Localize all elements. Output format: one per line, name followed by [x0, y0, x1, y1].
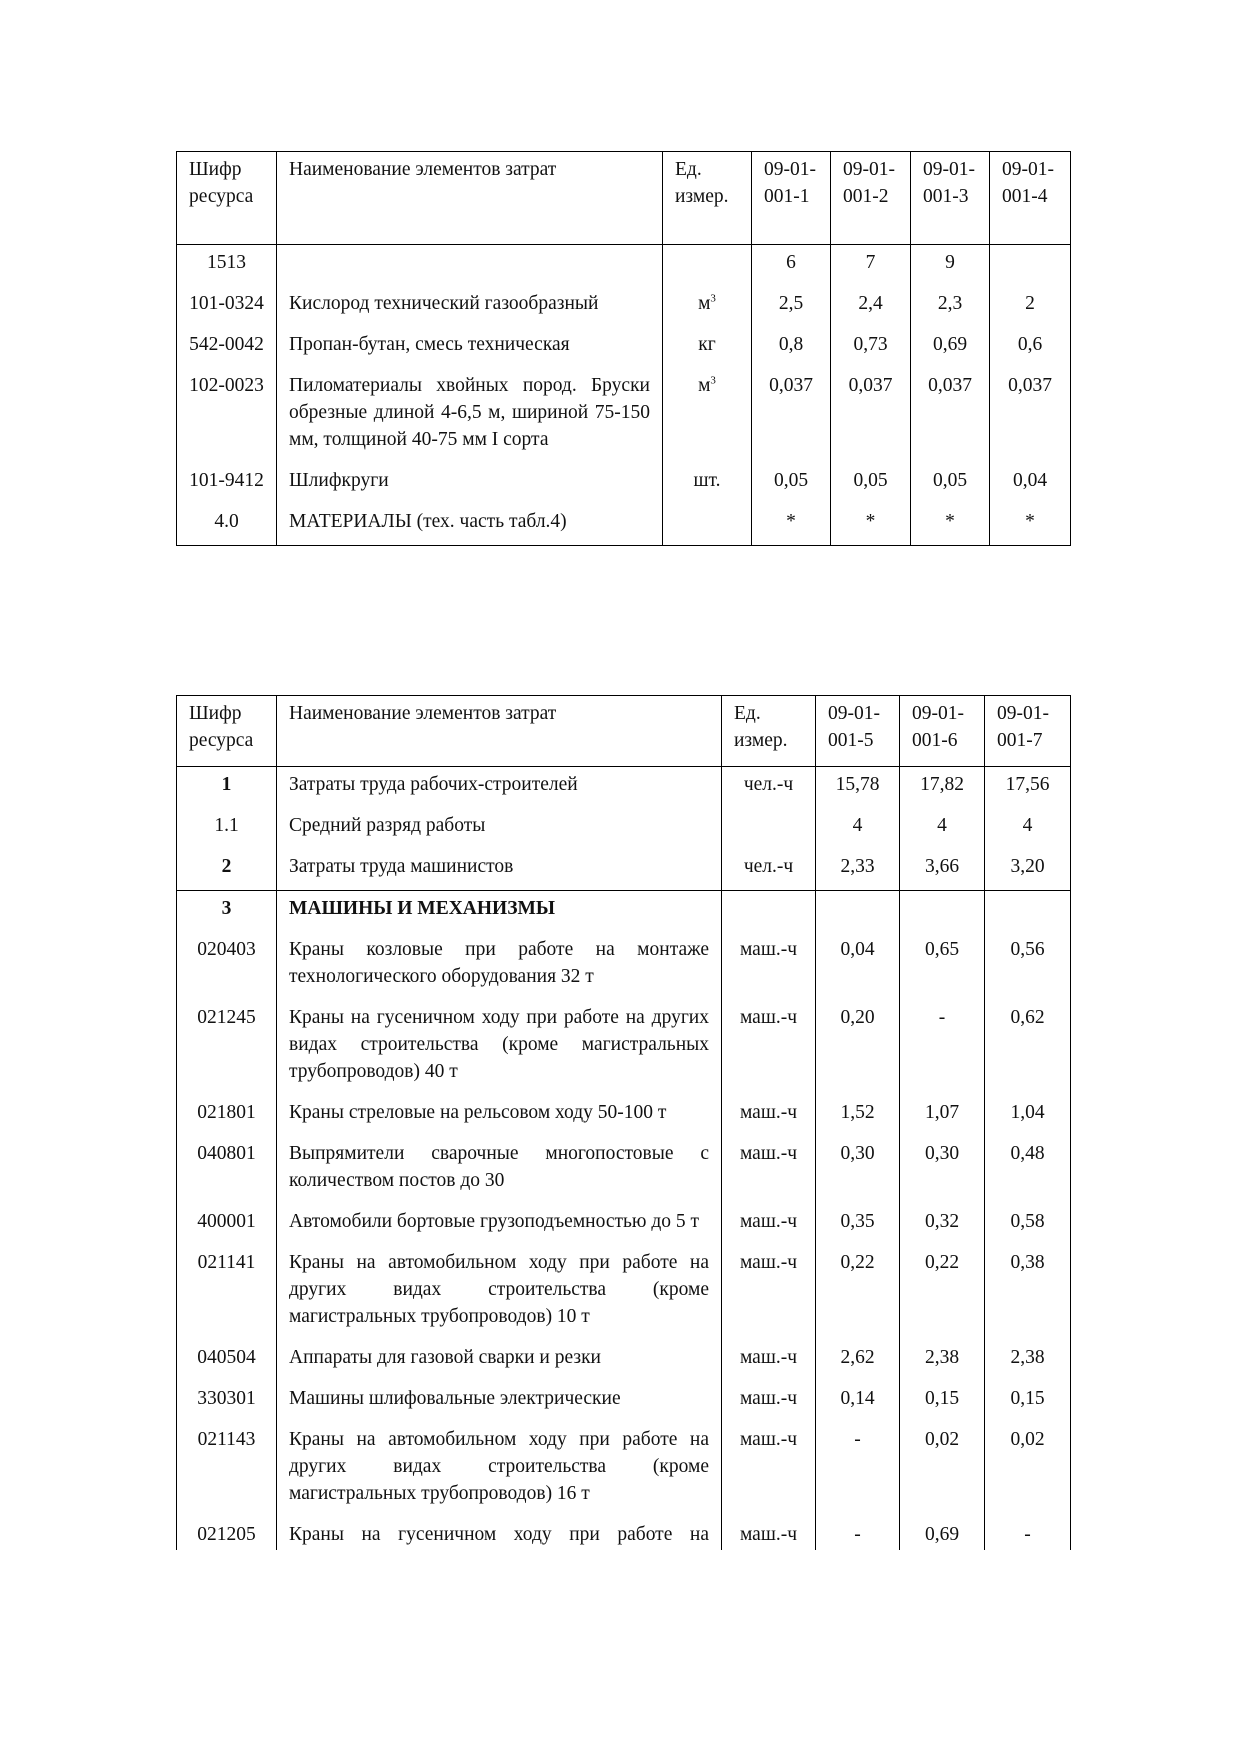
header-col-3: 09-01-001-3 [911, 152, 990, 245]
cell-value: 4 [985, 808, 1071, 849]
cell-value: 0,037 [752, 368, 831, 463]
cell-unit: маш.-ч [722, 1136, 816, 1204]
cell-value: - [816, 1422, 900, 1517]
cell-value: 0,32 [900, 1204, 985, 1245]
cell-name: Затраты труда машинистов [277, 849, 722, 891]
cell-unit: маш.-ч [722, 1340, 816, 1381]
header-col-7: 09-01-001-7 [985, 696, 1071, 767]
cell-value: 0,20 [816, 1000, 900, 1095]
cell-unit: маш.-ч [722, 1245, 816, 1340]
cell-unit [722, 891, 816, 933]
header-unit: Ед. измер. [722, 696, 816, 767]
cell-unit [663, 286, 752, 327]
cell-value: 0,30 [900, 1136, 985, 1204]
cell-name: Пиломатериалы хвойных пород. Бруски обрезные длиной 4-6,5 м, шириной 75-150 мм, толщиной 40-75 мм I сорта [277, 368, 663, 463]
cell-name: Краны на автомобильном ходу при работе на других видах строительства (кроме магистральных трубопроводов) 16 т [277, 1422, 722, 1517]
cell-code: 2 [177, 849, 277, 891]
cell-name: Аппараты для газовой сварки и резки [277, 1340, 722, 1381]
cell-value: 0,56 [985, 932, 1071, 1000]
cell-name: Краны на гусеничном ходу при работе на других видах строительства (кроме магистральных трубопроводов) 40 т [277, 1000, 722, 1095]
cell-value: - [816, 1517, 900, 1550]
cell-value: 0,69 [900, 1517, 985, 1550]
cell-value: * [911, 504, 990, 546]
cell-value: 0,037 [990, 368, 1071, 463]
cell-value: 0,48 [985, 1136, 1071, 1204]
cell-code: 400001 [177, 1204, 277, 1245]
header-code: Шифр ресурса [177, 152, 277, 245]
table-row [177, 932, 1071, 1000]
table-row [177, 327, 1071, 368]
cell-value: 2,33 [816, 849, 900, 891]
resource-table-1 [176, 151, 1071, 546]
header-code: Шифр ресурса [177, 696, 277, 767]
cell-code: 1513 [177, 245, 277, 287]
cell-value: 1,52 [816, 1095, 900, 1136]
cell-unit: чел.-ч [722, 849, 816, 891]
cell-value [990, 245, 1071, 287]
cell-value: 0,62 [985, 1000, 1071, 1095]
cell-value: 2,38 [985, 1340, 1071, 1381]
cell-value: 0,58 [985, 1204, 1071, 1245]
cell-code: 330301 [177, 1381, 277, 1422]
cell-code: 021141 [177, 1245, 277, 1340]
table-row [177, 504, 1071, 546]
cell-name: Шлифкруги [277, 463, 663, 504]
header-col-2: 09-01-001-2 [831, 152, 911, 245]
cell-code: 542-0042 [177, 327, 277, 368]
cell-value: 0,35 [816, 1204, 900, 1245]
cell-value: 4 [816, 808, 900, 849]
unit-superscript: 3 [710, 374, 716, 387]
cell-unit: шт. [663, 463, 752, 504]
cell-value: 2,4 [831, 286, 911, 327]
cell-value: - [900, 1000, 985, 1095]
cell-unit: маш.-ч [722, 1422, 816, 1517]
cell-code: 021801 [177, 1095, 277, 1136]
cell-value: 0,69 [911, 327, 990, 368]
cell-value [900, 891, 985, 933]
cell-value: 0,30 [816, 1136, 900, 1204]
cell-value: 15,78 [816, 767, 900, 809]
cell-value: 0,22 [900, 1245, 985, 1340]
cell-value: 0,037 [911, 368, 990, 463]
table-row [177, 1245, 1071, 1340]
cell-unit: чел.-ч [722, 767, 816, 809]
cell-code: 040504 [177, 1340, 277, 1381]
cell-name: Машины шлифовальные электрические [277, 1381, 722, 1422]
cell-value: 0,037 [831, 368, 911, 463]
cell-value: 0,05 [911, 463, 990, 504]
cell-value [985, 891, 1071, 933]
cell-name: Краны козловые при работе на монтаже технологического оборудования 32 т [277, 932, 722, 1000]
table-row [177, 245, 1071, 287]
cell-name: Краны на автомобильном ходу при работе на других видах строительства (кроме магистральных трубопроводов) 10 т [277, 1245, 722, 1340]
cell-unit [663, 504, 752, 546]
cell-code: 102-0023 [177, 368, 277, 463]
cell-value: 4 [900, 808, 985, 849]
cell-value: 0,8 [752, 327, 831, 368]
cell-value: 17,56 [985, 767, 1071, 809]
header-col-6: 09-01-001-6 [900, 696, 985, 767]
header-name: Наименование элементов затрат [277, 152, 663, 245]
cell-value: 0,38 [985, 1245, 1071, 1340]
cell-value: 0,15 [985, 1381, 1071, 1422]
resource-table-2 [176, 695, 1071, 1550]
cell-value: 0,73 [831, 327, 911, 368]
table-row [177, 1340, 1071, 1381]
cell-name: Автомобили бортовые грузоподъемностью до 5 т [277, 1204, 722, 1245]
cell-value: 3,66 [900, 849, 985, 891]
cell-unit [722, 808, 816, 849]
cell-unit [663, 245, 752, 287]
header-col-5: 09-01-001-5 [816, 696, 900, 767]
header-col-1: 09-01-001-1 [752, 152, 831, 245]
cell-value: 6 [752, 245, 831, 287]
cell-name: Пропан-бутан, смесь техническая [277, 327, 663, 368]
header-col-4: 09-01-001-4 [990, 152, 1071, 245]
table-row [177, 286, 1071, 327]
cell-code: 040801 [177, 1136, 277, 1204]
table-header-row [177, 696, 1071, 767]
cell-name: Кислород технический газообразный [277, 286, 663, 327]
cell-value: 0,65 [900, 932, 985, 1000]
cell-value [816, 891, 900, 933]
table-row [177, 1000, 1071, 1095]
cell-name [277, 245, 663, 287]
table-row [177, 1517, 1071, 1550]
cell-value: 2,3 [911, 286, 990, 327]
unit-text: м [698, 375, 711, 396]
header-unit: Ед. измер. [663, 152, 752, 245]
cell-value: 0,04 [990, 463, 1071, 504]
cell-name: Краны на гусеничном ходу при работе на [277, 1517, 722, 1550]
cell-code: 020403 [177, 932, 277, 1000]
cell-code: 101-0324 [177, 286, 277, 327]
table-row [177, 1381, 1071, 1422]
cell-value: 0,05 [831, 463, 911, 504]
cell-value: 0,05 [752, 463, 831, 504]
cell-value: 2,5 [752, 286, 831, 327]
cell-name: Выпрямители сварочные многопостовые с количеством постов до 30 [277, 1136, 722, 1204]
table-header-row [177, 152, 1071, 245]
cell-value: * [752, 504, 831, 546]
cell-name: Краны стреловые на рельсовом ходу 50-100 т [277, 1095, 722, 1136]
cell-unit: маш.-ч [722, 1000, 816, 1095]
cell-value: 0,15 [900, 1381, 985, 1422]
cell-value: 17,82 [900, 767, 985, 809]
cell-value: 0,6 [990, 327, 1071, 368]
cell-unit: маш.-ч [722, 1517, 816, 1550]
cell-code: 021205 [177, 1517, 277, 1550]
cell-value: 2 [990, 286, 1071, 327]
cell-name: Средний разряд работы [277, 808, 722, 849]
cell-name: Затраты труда рабочих-строителей [277, 767, 722, 809]
cell-code: 3 [177, 891, 277, 933]
cell-unit: маш.-ч [722, 1095, 816, 1136]
cell-code: 4.0 [177, 504, 277, 546]
table-row [177, 1204, 1071, 1245]
cell-code: 1 [177, 767, 277, 809]
table-row [177, 1095, 1071, 1136]
section-title: МАШИНЫ И МЕХАНИЗМЫ [277, 891, 722, 933]
cell-code: 101-9412 [177, 463, 277, 504]
cell-value: 2,38 [900, 1340, 985, 1381]
cell-value: 7 [831, 245, 911, 287]
cell-value: 3,20 [985, 849, 1071, 891]
cell-value: 1,04 [985, 1095, 1071, 1136]
cell-value: 9 [911, 245, 990, 287]
unit-text: м [698, 293, 711, 314]
cell-value: * [831, 504, 911, 546]
cell-value: 0,02 [985, 1422, 1071, 1517]
cell-unit: кг [663, 327, 752, 368]
cell-value: 1,07 [900, 1095, 985, 1136]
table-row [177, 767, 1071, 809]
cell-value: * [990, 504, 1071, 546]
cell-value: - [985, 1517, 1071, 1550]
cell-value: 0,02 [900, 1422, 985, 1517]
cell-name: МАТЕРИАЛЫ (тех. часть табл.4) [277, 504, 663, 546]
cell-value: 0,22 [816, 1245, 900, 1340]
cell-value: 0,04 [816, 932, 900, 1000]
cell-unit [663, 368, 752, 463]
cell-unit: маш.-ч [722, 1204, 816, 1245]
table-row [177, 463, 1071, 504]
section-row-machines [177, 891, 1071, 933]
cell-code: 021143 [177, 1422, 277, 1517]
header-name: Наименование элементов затрат [277, 696, 722, 767]
cell-code: 1.1 [177, 808, 277, 849]
cell-unit: маш.-ч [722, 932, 816, 1000]
cell-value: 0,14 [816, 1381, 900, 1422]
unit-superscript: 3 [710, 292, 716, 305]
table-row [177, 368, 1071, 463]
cell-code: 021245 [177, 1000, 277, 1095]
cell-value: 2,62 [816, 1340, 900, 1381]
table-row [177, 1422, 1071, 1517]
table-row [177, 808, 1071, 849]
table-row [177, 1136, 1071, 1204]
cell-unit: маш.-ч [722, 1381, 816, 1422]
table-row [177, 849, 1071, 891]
